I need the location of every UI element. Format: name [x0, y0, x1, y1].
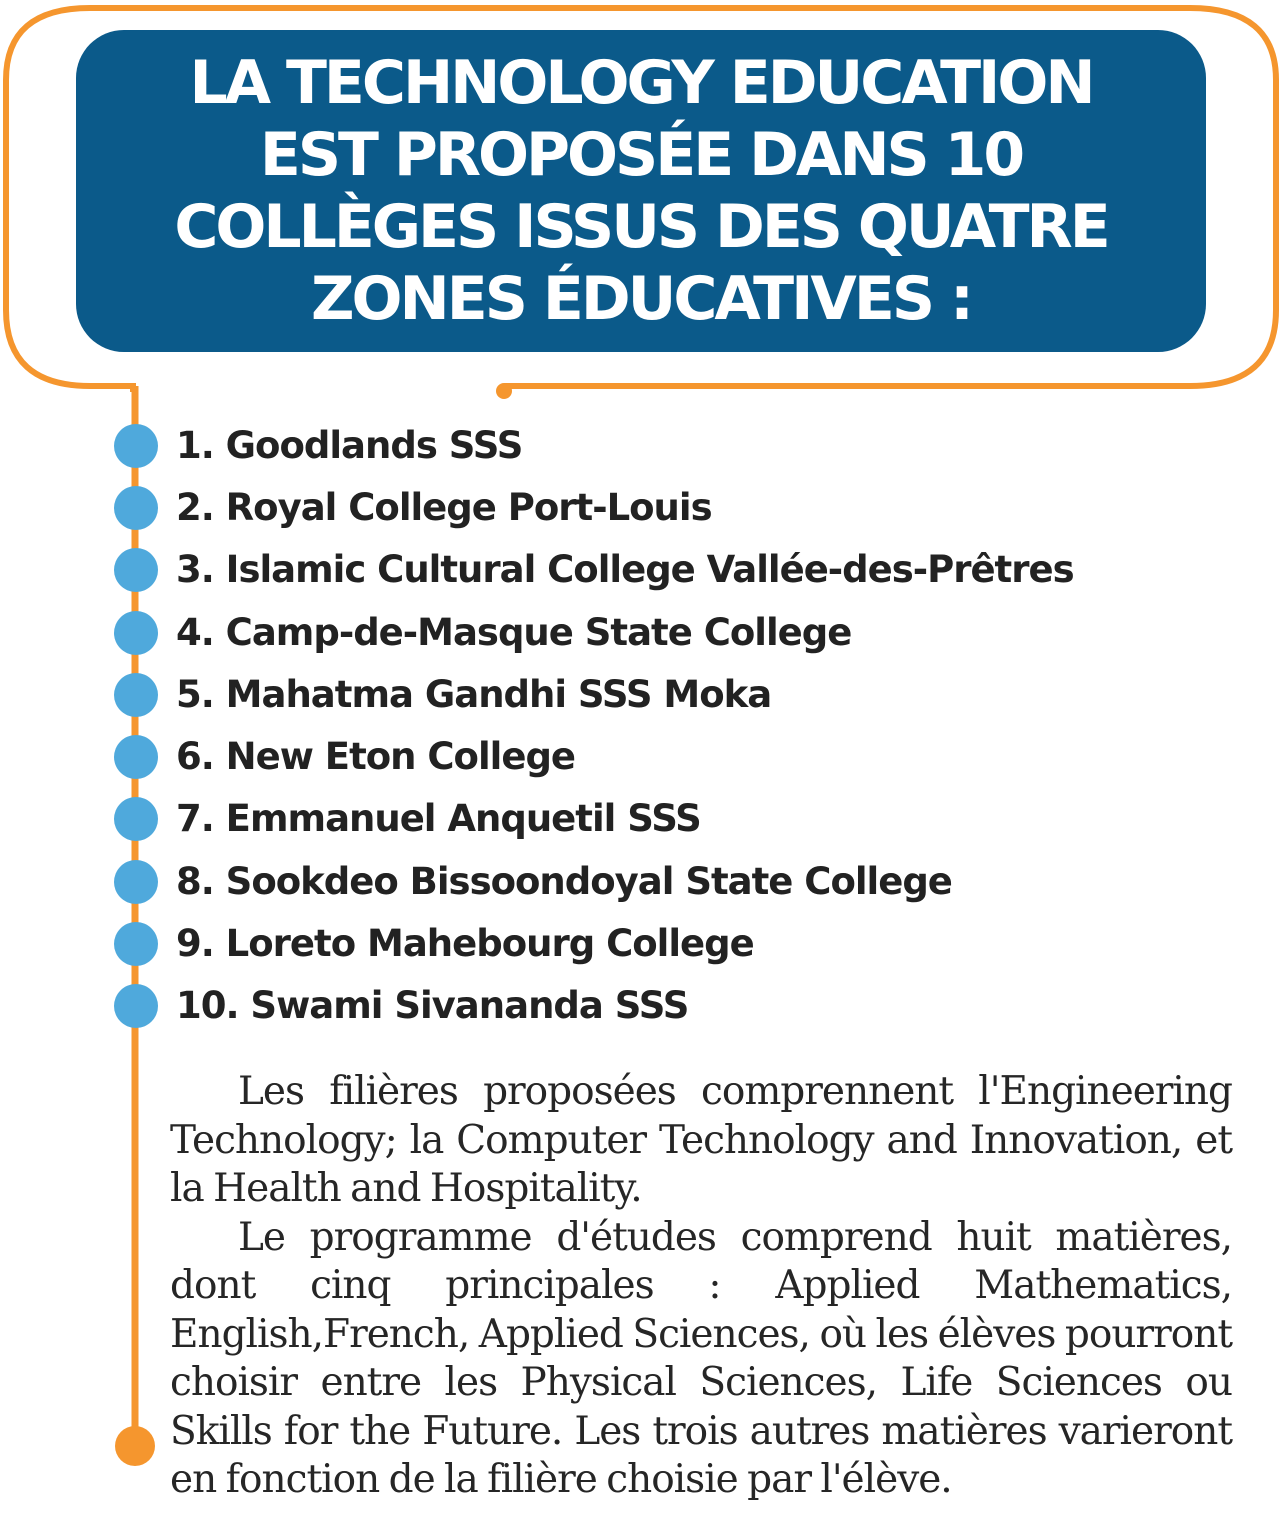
bullet-dot-icon — [114, 797, 158, 841]
list-item — [0, 913, 1280, 975]
list-item — [0, 539, 1280, 601]
college-name: 9. Loreto Mahebourg College — [176, 922, 754, 965]
paragraph-curriculum: Le programme d'études comprend huit matières, dont cinq principales : Applied Mathematics, English,French, Applied Sciences, où les élèves pourront choisir entre les Physical Sciences, Life Sciences ou Skills for the Future. Les trois autres matières varieront en fonction de la filière choisie par l'élève. — [170, 1214, 1232, 1502]
list-item — [0, 664, 1280, 726]
header-line-4: ZONES ÉDUCATIVES : — [311, 264, 971, 334]
bullet-dot-icon — [114, 548, 158, 592]
bullet-dot-icon — [114, 424, 158, 468]
paragraph-tracks: Les filières proposées comprennent l'Engineering Technology; la Computer Technology and Innovation, et la Health and Hospitality. — [170, 1069, 1232, 1211]
bullet-dot-icon — [114, 673, 158, 717]
list-item — [0, 477, 1280, 539]
college-name: 3. Islamic Cultural College Vallée-des-Prêtres — [176, 548, 1074, 591]
college-name: 5. Mahatma Gandhi SSS Moka — [176, 673, 772, 716]
bullet-dot-icon — [114, 860, 158, 904]
college-name: 7. Emmanuel Anquetil SSS — [176, 797, 701, 840]
college-name: 8. Sookdeo Bissoondoyal State College — [176, 860, 952, 903]
body-text — [170, 1068, 1232, 1505]
list-item — [0, 975, 1280, 1037]
college-name: 1. Goodlands SSS — [176, 424, 523, 467]
bubble-end-dot — [496, 383, 512, 399]
header-line-3: COLLÈGES ISSUS DES QUATRE — [174, 192, 1108, 262]
bullet-dot-icon — [114, 611, 158, 655]
bullet-dot-icon — [114, 735, 158, 779]
bullet-dot-icon — [114, 486, 158, 530]
header-banner — [76, 30, 1206, 352]
college-name: 10. Swami Sivananda SSS — [176, 984, 689, 1027]
list-item — [0, 851, 1280, 913]
list-item — [0, 602, 1280, 664]
timeline-end-dot — [115, 1426, 155, 1466]
header-line-1: LA TECHNOLOGY EDUCATION — [189, 48, 1093, 118]
college-name: 2. Royal College Port-Louis — [176, 486, 712, 529]
bullet-dot-icon — [114, 922, 158, 966]
list-item — [0, 415, 1280, 477]
college-name: 4. Camp-de-Masque State College — [176, 611, 852, 654]
header-line-2: EST PROPOSÉE DANS 10 — [259, 120, 1023, 190]
list-item — [0, 726, 1280, 788]
list-item — [0, 788, 1280, 850]
college-name: 6. New Eton College — [176, 735, 576, 778]
bullet-dot-icon — [114, 984, 158, 1028]
